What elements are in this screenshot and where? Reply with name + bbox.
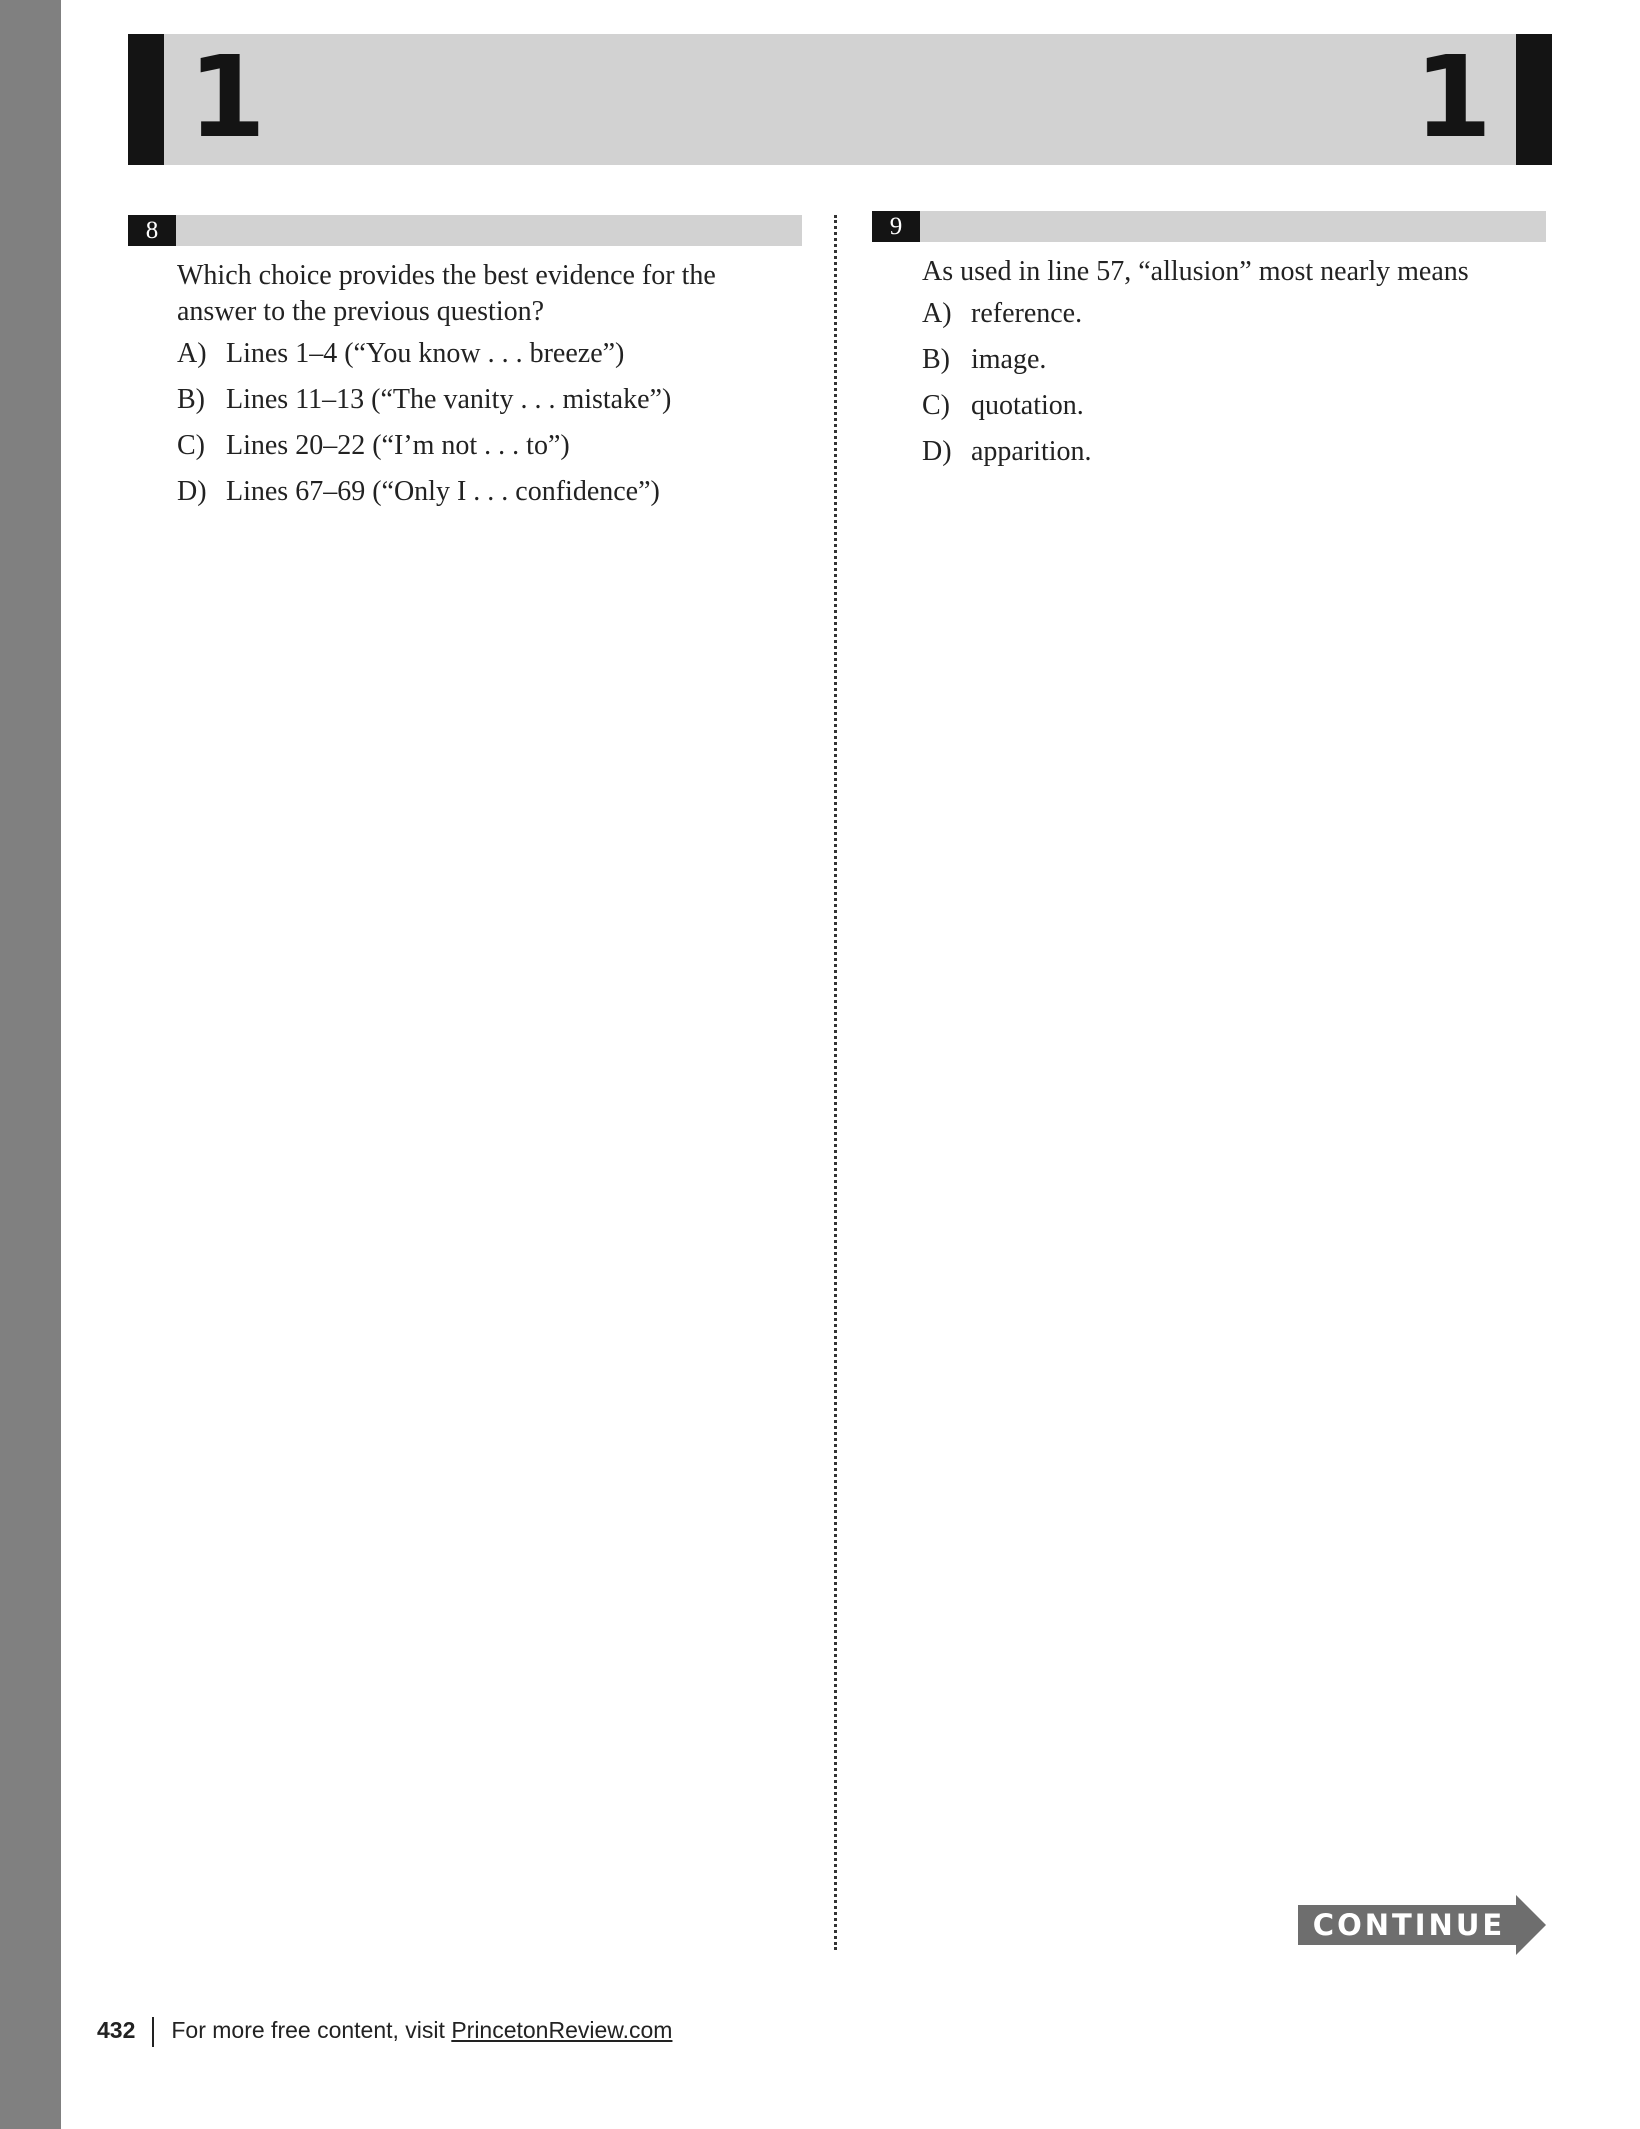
column-divider bbox=[834, 215, 837, 1950]
answer-choice-c[interactable] bbox=[922, 388, 1522, 434]
question-8-header bbox=[128, 215, 802, 246]
answer-choice-b[interactable] bbox=[922, 342, 1522, 388]
choice-letter: A) bbox=[922, 298, 952, 329]
answer-choice-d[interactable] bbox=[177, 474, 777, 520]
answer-choice-c[interactable] bbox=[177, 428, 777, 474]
answer-choice-b[interactable] bbox=[177, 382, 777, 428]
footer-separator bbox=[152, 2017, 154, 2047]
choice-letter: B) bbox=[922, 344, 950, 375]
continue-button[interactable] bbox=[1298, 1895, 1546, 1955]
continue-label: CONTINUE bbox=[1312, 1908, 1506, 1942]
answer-choice-a[interactable] bbox=[922, 296, 1522, 342]
choice-letter: B) bbox=[177, 384, 205, 415]
footer-link[interactable]: PrincetonReview.com bbox=[451, 2017, 673, 2043]
section-banner bbox=[128, 34, 1552, 165]
question-8 bbox=[177, 258, 777, 520]
question-number: 8 bbox=[128, 215, 176, 246]
choice-letter: A) bbox=[177, 338, 207, 369]
answer-choice-a[interactable] bbox=[177, 336, 777, 382]
question-number: 9 bbox=[872, 211, 920, 242]
choice-text: Lines 11–13 (“The vanity . . . mistake”) bbox=[226, 384, 672, 415]
banner-left-bar bbox=[128, 34, 164, 165]
choice-text: quotation. bbox=[971, 390, 1084, 421]
choice-letter: D) bbox=[922, 436, 952, 467]
banner-right-bar bbox=[1516, 34, 1552, 165]
choice-text: Lines 20–22 (“I’m not . . . to”) bbox=[226, 430, 570, 461]
choice-text: reference. bbox=[971, 298, 1083, 329]
choice-text: Lines 67–69 (“Only I . . . confidence”) bbox=[226, 476, 660, 507]
page-number: 432 bbox=[97, 2017, 136, 2043]
choice-text: apparition. bbox=[971, 436, 1092, 467]
section-number-left: 1 bbox=[188, 33, 266, 163]
section-number-right: 1 bbox=[1414, 33, 1492, 163]
answer-choice-d[interactable] bbox=[922, 434, 1522, 480]
footer-text: For more free content, visit bbox=[171, 2017, 452, 2043]
question-9-header bbox=[872, 211, 1546, 242]
page-gutter bbox=[0, 0, 61, 2129]
choice-text: image. bbox=[971, 344, 1047, 375]
question-9 bbox=[922, 254, 1522, 480]
question-stem: Which choice provides the best evidence for the answer to the previous question? bbox=[177, 260, 716, 327]
choice-letter: C) bbox=[922, 390, 950, 421]
page-footer bbox=[97, 2010, 672, 2050]
choice-text: Lines 1–4 (“You know . . . breeze”) bbox=[226, 338, 625, 369]
question-stem: As used in line 57, “allusion” most nearly means bbox=[922, 256, 1469, 287]
choice-letter: C) bbox=[177, 430, 205, 461]
choice-letter: D) bbox=[177, 476, 207, 507]
